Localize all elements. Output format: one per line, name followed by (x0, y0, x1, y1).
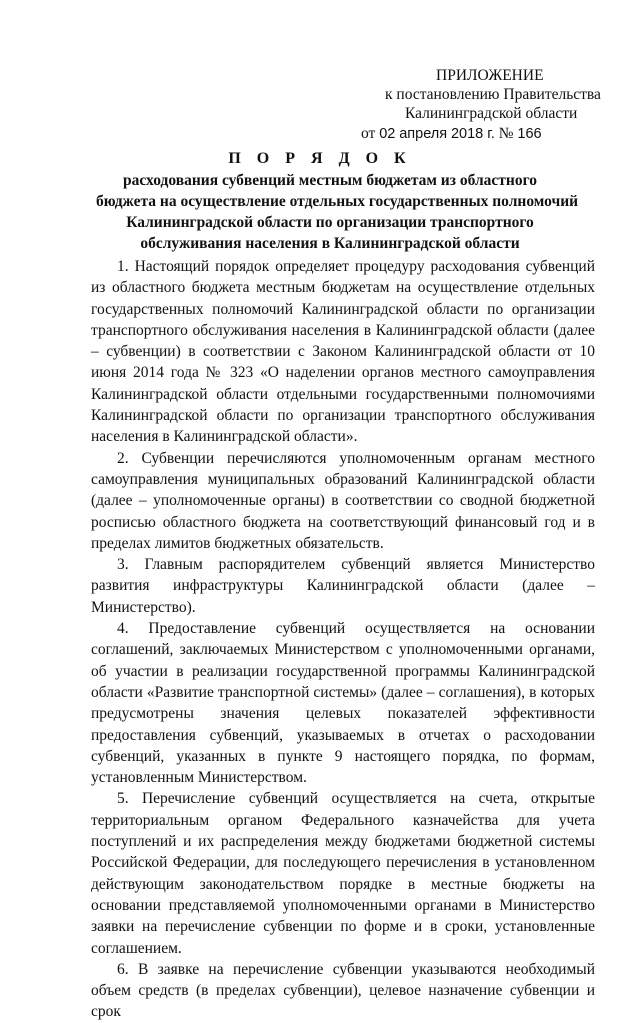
appendix-region: Калининградской области (405, 105, 578, 122)
document-title: П О Р Я Д О К (228, 150, 412, 167)
date-month: апреля (399, 126, 448, 142)
document-body (91, 256, 595, 1023)
document-subtitle (96, 170, 579, 254)
date-day: 02 (379, 126, 396, 142)
paragraph-1: 1. Настоящий порядок определяет процедуру расходования субвенций из областного бюджета местным бюджетам на осуществление отдельных государственных полномочий Калининградской области по организации транспортного обслуживания населения в Калининградской области (далее – субвенции) в соответствии с Законом Калининградской области от 10 июня 2014 года № 323 «О наделении органов местного самоуправления Калининградской области отдельными государственными полномочиями Калининградской области по организации транспортного обслуживания населения в Калининградской области». (91, 258, 595, 446)
paragraph-6: 6. В заявке на перечисление субвенции указываются необходимый объем средств (в пределах субвенции), целевое назначение субвенции и срок (91, 960, 595, 1021)
number-prefix: № (498, 125, 514, 142)
appendix-title: ПРИЛОЖЕНИЕ (436, 67, 544, 84)
paragraph-5: 5. Перечисление субвенций осуществляется на счета, открытые территориальным органом Федерального казначейства для учета поступлений и их распределения между бюджетами бюджетной системы Российской Федерации, для последующего перечисления в установленном действующим законодательством порядке в местные бюджеты на основании представляемой уполномоченными органами в Министерство заявки на перечисление субвенции по форме и в сроки, установленные соглашением. (91, 790, 595, 957)
document-number: 166 (517, 126, 542, 142)
paragraph-3: 3. Главным распорядителем субвенций является Министерство развития инфраструктуры Калининградской области (далее – Министерство). (91, 556, 595, 616)
subtitle-line: расходования субвенций местным бюджетам из областного (123, 172, 537, 189)
paragraph-2: 2. Субвенции перечисляются уполномоченным органам местного самоуправления муниципальных образований Калининградской области (далее – уполномоченные органы) в соответствии со сводной бюджетной росписью областного бюджета на соответствующий финансовый год и в пределах лимитов бюджетных обязательств. (91, 449, 595, 552)
date-prefix: от (361, 125, 376, 142)
subtitle-line: Калининградской области по организации транспортного (126, 214, 534, 231)
appendix-reference: к постановлению Правительства (385, 86, 601, 103)
paragraph-4: 4. Предоставление субвенций осуществляется на основании соглашений, заключаемых Министерством с уполномоченными органами, об участии в реализации государственной программы Калининградской области «Развитие транспортной системы» (далее – соглашения), в которых предусмотрены значения целевых показателей эффективности предоставления субвенций, указываемых в отчетах о расходовании субвенций, указанных в пункте 9 настоящего порядка, по формам, установленным Министерством. (91, 620, 595, 787)
date-year: 2018 г. (450, 126, 495, 142)
subtitle-line: обслуживания населения в Калининградской области (140, 235, 520, 252)
subtitle-line: бюджета на осуществление отдельных государственных полномочий (96, 193, 579, 210)
appendix-date-number (361, 124, 542, 144)
